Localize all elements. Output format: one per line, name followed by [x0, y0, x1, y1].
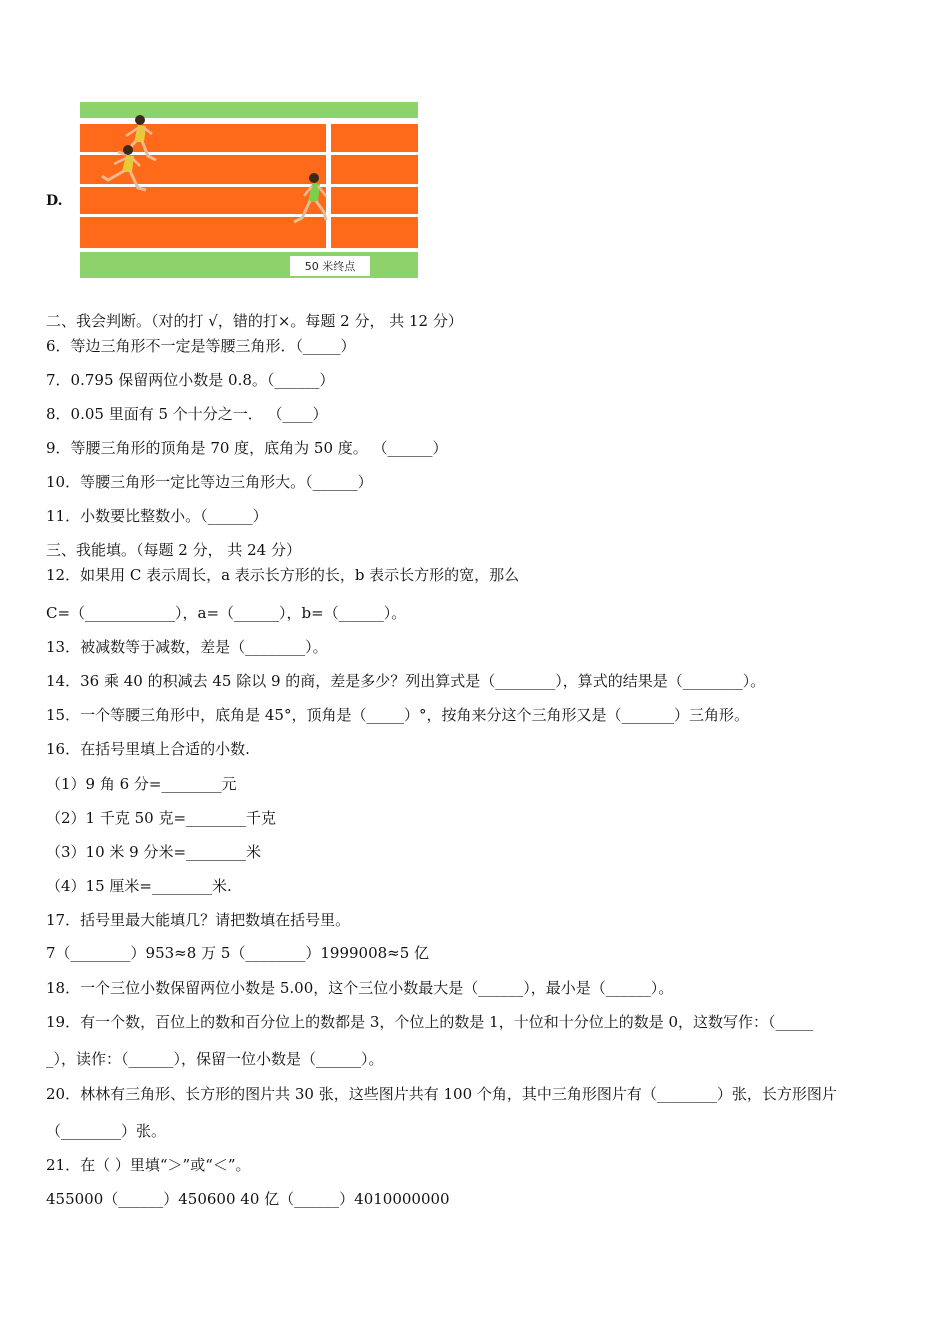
- question-20-line-1: 20．林林有三角形、长方形的图片共 30 张，这些图片共有 100 个角，其中三角形图片有（________）张，长方形图片: [46, 1085, 837, 1103]
- question-13: 13．被减数等于减数，差是（________）。: [46, 638, 328, 656]
- question-12-line-1: 12．如果用 C 表示周长，a 表示长方形的长，b 表示长方形的宽，那么: [46, 566, 520, 584]
- option-d-label: D.: [46, 193, 63, 209]
- question-6: 6．等边三角形不一定是等腰三角形．（_____）: [46, 337, 356, 355]
- section-2-heading: 二、我会判断。（对的打 √，错的打×。每题 2 分， 共 12 分）: [46, 312, 463, 330]
- question-16-item-3: （3）10 米 9 分米=________米: [46, 843, 262, 861]
- question-12-line-2: C=（____________），a=（______），b=（______）。: [46, 604, 407, 622]
- question-7: 7．0.795 保留两位小数是 0.8。（______）: [46, 371, 335, 389]
- question-19-line-1: 19．有一个数，百位上的数和百分位上的数都是 3，个位上的数是 1，十位和十分位上的数是 0，这数写作：（_____: [46, 1013, 814, 1031]
- section-3-heading: 三、我能填。（每题 2 分， 共 24 分）: [46, 541, 301, 559]
- question-9: 9．等腰三角形的顶角是 70 度，底角为 50 度。 （______）: [46, 439, 448, 457]
- grass-strip-top: [80, 102, 418, 118]
- question-16-item-4: （4）15 厘米=________米.: [46, 877, 232, 895]
- question-18: 18．一个三位小数保留两位小数是 5.00，这个三位小数最大是（______），最小是（______）。: [46, 979, 674, 997]
- finish-line: [326, 124, 331, 248]
- question-16: 16．在括号里填上合适的小数.: [46, 740, 250, 758]
- question-15: 15．一个等腰三角形中，底角是 45°，顶角是（_____）°，按角来分这个三角形又是（_______）三角形。: [46, 706, 749, 724]
- question-16-item-2: （2）1 千克 50 克=________千克: [46, 809, 277, 827]
- question-19-line-2: _），读作：（______），保留一位小数是（______）。: [46, 1050, 384, 1068]
- finish-label: 50 米终点: [304, 260, 356, 273]
- running-track-figure: [78, 102, 420, 280]
- question-17-items: 7（________）953≈8 万 5（________）1999008≈5 亿: [46, 944, 430, 962]
- question-14: 14．36 乘 40 的积减去 45 除以 9 的商，差是多少？列出算式是（________），算式的结果是（________）。: [46, 672, 766, 690]
- question-20-line-2: （________）张。: [46, 1122, 167, 1140]
- question-8: 8．0.05 里面有 5 个十分之一． （____）: [46, 405, 328, 423]
- question-11: 11．小数要比整数小。（______）: [46, 507, 268, 525]
- lane-line: [80, 184, 418, 187]
- question-17: 17．括号里最大能填几？请把数填在括号里。: [46, 911, 351, 929]
- question-16-item-1: （1）9 角 6 分=________元: [46, 775, 237, 793]
- question-21-items: 455000（______）450600 40 亿（______）4010000000: [46, 1190, 450, 1208]
- question-10: 10．等腰三角形一定比等边三角形大。（______）: [46, 473, 373, 491]
- lane-line: [80, 214, 418, 217]
- question-21: 21．在（ ）里填“＞”或“＜”。: [46, 1156, 251, 1174]
